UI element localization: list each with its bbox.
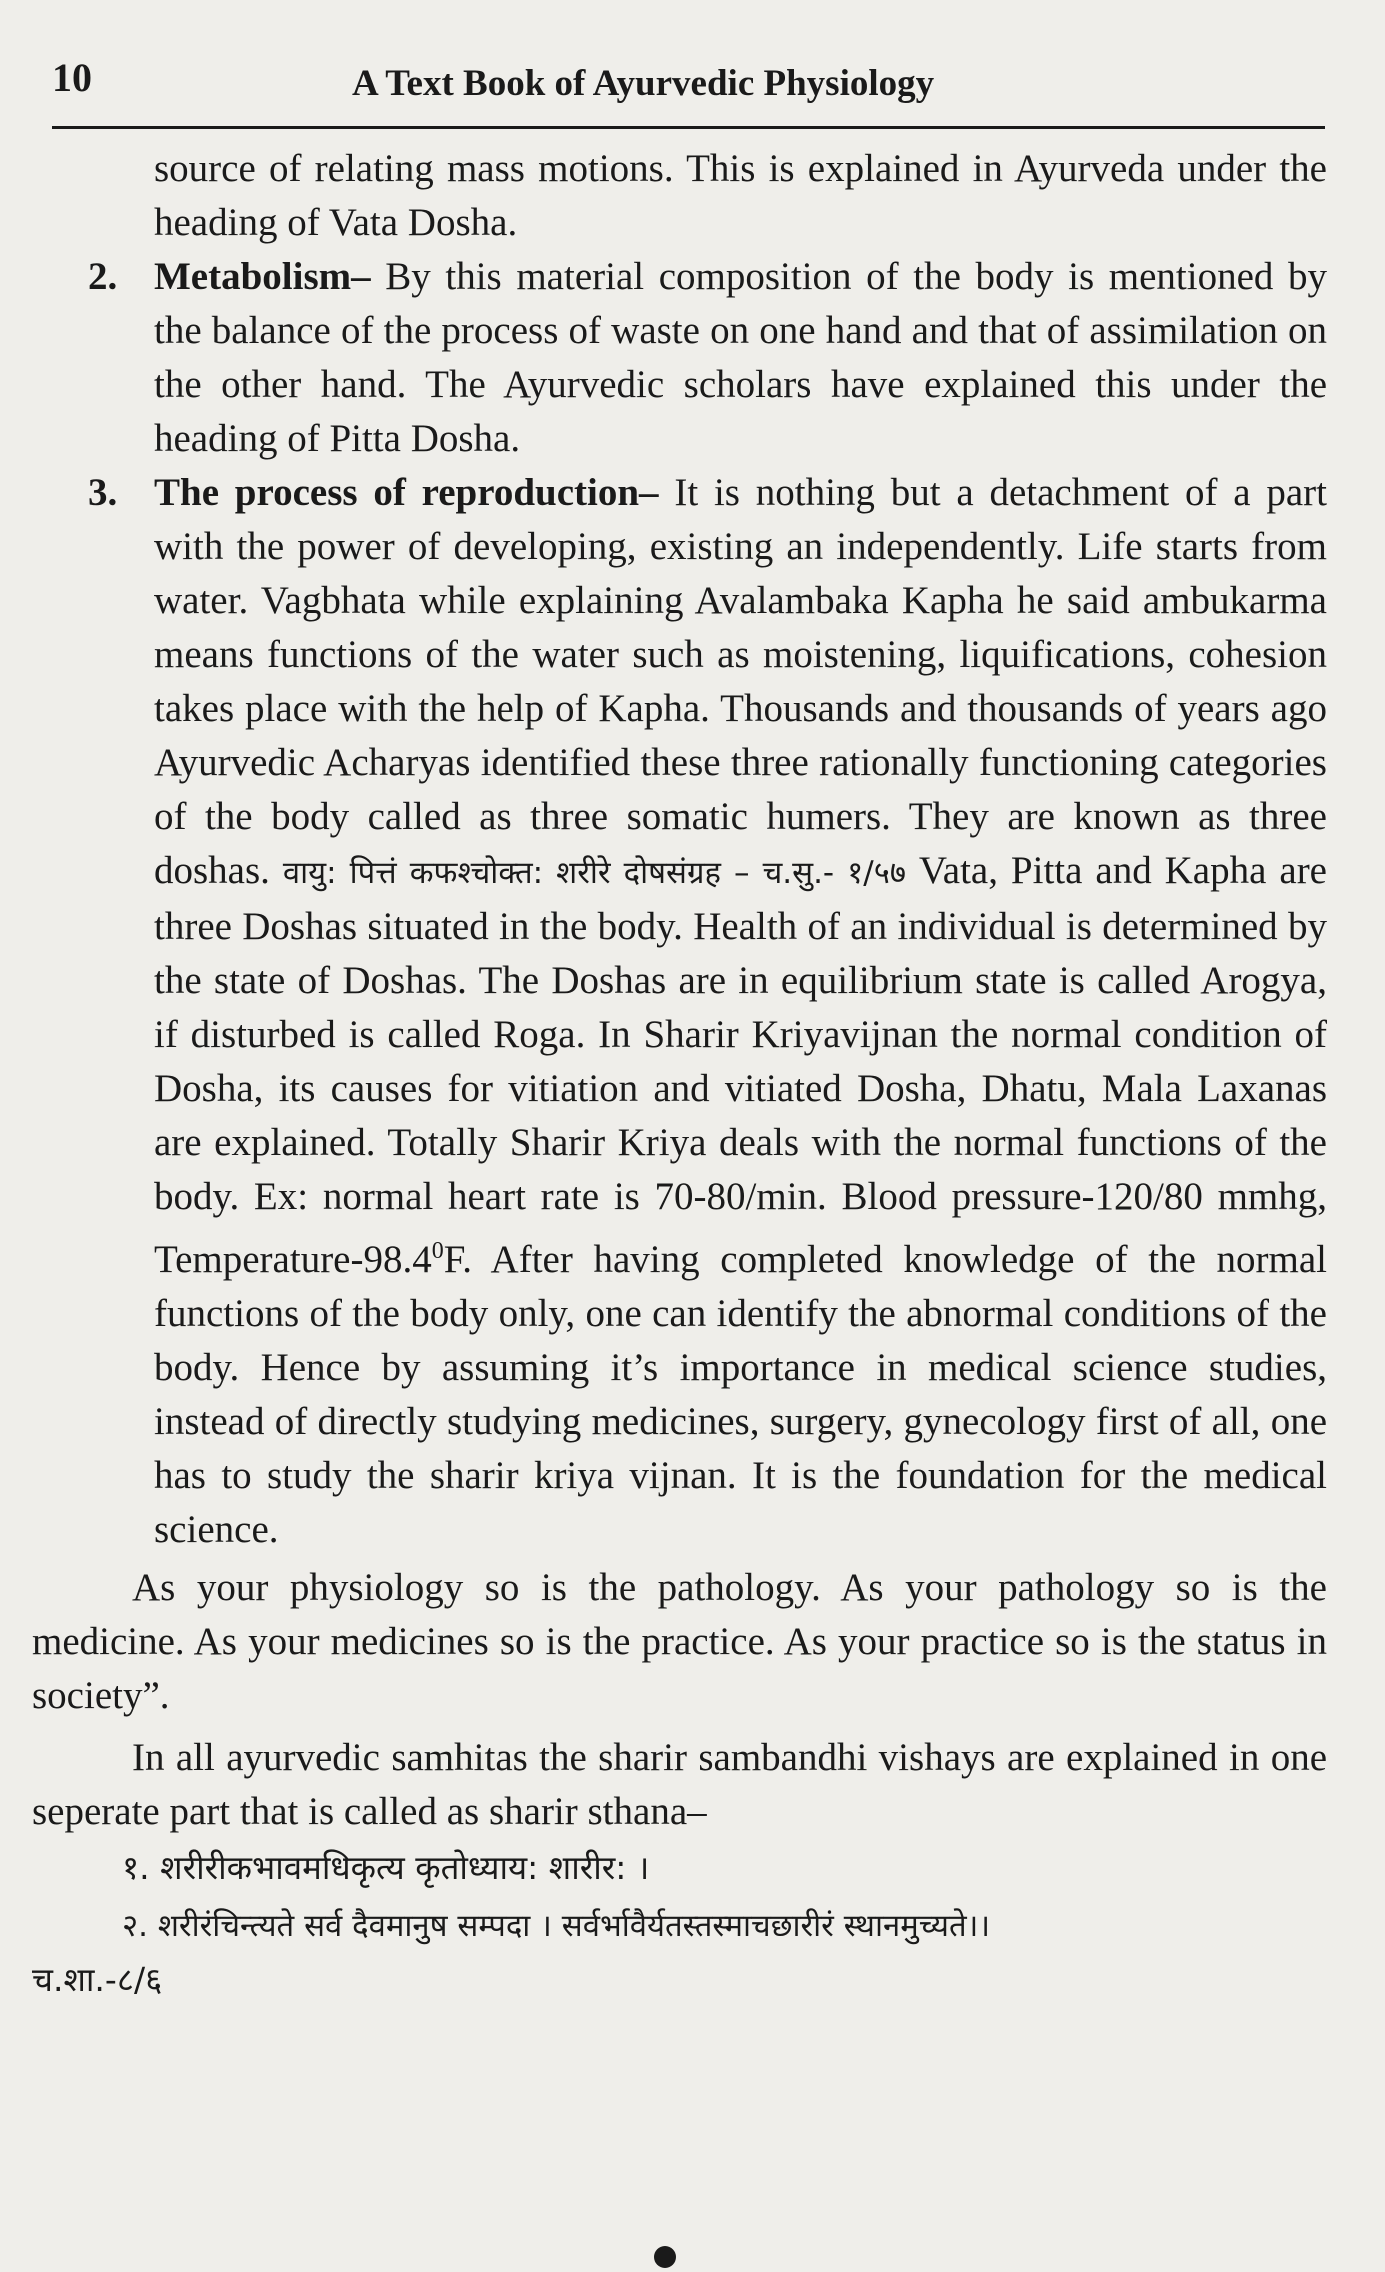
list-item-text-continued: Vata, Pitta and Kapha are three Doshas situated in the body. Health of an individual is determined by the state of Doshas. The Doshas are in equilibrium state is called Arogya, if disturbed is called Roga. In Sharir Kriyavijnan the normal condition of Dosha, its causes for vitiation and vitiated Dosha, Dhatu, Mala Laxanas are explained. Totally Sharir Kriya deals with the normal functions of the body. Ex: normal heart rate is 70-80/min. Blood pressure-120/80 mmhg, Temperature-98.4: [154, 849, 1327, 1281]
page-number: 10: [52, 55, 92, 100]
degree-superscript: 0: [431, 1238, 444, 1264]
paragraph-sharir-sthana: In all ayurvedic samhitas the sharir sambandhi vishays are explained in one seperate part that is called as sharir sthana–: [32, 1736, 1327, 1833]
sanskrit-quote: वायु: पित्तं कफश्चोक्त: शरीरे दोषसंग्रह – च.सु.- १/५७: [282, 855, 906, 891]
verse-reference: च.शा.-८/६: [32, 1960, 163, 1999]
paragraph-physiology: As your physiology so is the pathology. As your pathology so is the medicine. As your medicines so is the practice. As your practice so is the status in society”.: [32, 1566, 1327, 1717]
sanskrit-verse-2: २. शरीरंचिन्त्यते सर्व दैवमानुष सम्पदा । सर्वर्भावैर्यतस्तस्माचछारीरं स्थानमुच्यते।।: [122, 1908, 991, 1944]
list-item-number: 2.: [88, 255, 118, 298]
list-item-number: 3.: [88, 471, 118, 514]
header-rule: [52, 126, 1325, 129]
page-body: [32, 142, 1327, 2005]
sanskrit-verse-1: १. शरीरीकभावमधिकृत्य कृतोध्याय: शारीर: ।: [122, 1848, 650, 1887]
list-item-metabolism: [32, 250, 1327, 466]
list-item-text: It is nothing but a detachment of a part with the power of developing, existing an independently. Life starts from water. Vagbhata while explaining Avalambaka Kapha he said ambukarma means functions of the water such as moistening, liquifications, cohesion takes place with the help of Kapha. Thousands and thousands of years ago Ayurvedic Acharyas identified these three rationally functioning categories of the body called as three somatic humers. They are known as three doshas.: [154, 471, 1327, 892]
page-header: [52, 52, 1325, 112]
continuation-text: source of relating mass motions. This is explained in Ayurveda under the heading of Vata Dosha.: [154, 147, 1327, 244]
page-dot: [654, 2246, 676, 2268]
list-item-heading: Metabolism–: [154, 255, 371, 298]
list-item-text: By this material composition of the body is mentioned by the balance of the process of waste on one hand and that of assimilation on the other hand. The Ayurvedic scholars have explained this under the heading of Pitta Dosha.: [154, 255, 1327, 460]
running-title: A Text Book of Ayurvedic Physiology: [352, 63, 935, 104]
list-item-text-end: F. After having completed knowledge of the normal functions of the body only, one can identify the abnormal conditions of the body. Hence by assuming it’s importance in medical science studies, instead of directly studying medicines, surgery, gynecology first of all, one has to study the sharir kriya vijnan. It is the foundation for the medical science.: [154, 1238, 1327, 1551]
list-item-reproduction: [32, 466, 1327, 1557]
list-item-heading: The process of reproduction–: [154, 471, 659, 514]
